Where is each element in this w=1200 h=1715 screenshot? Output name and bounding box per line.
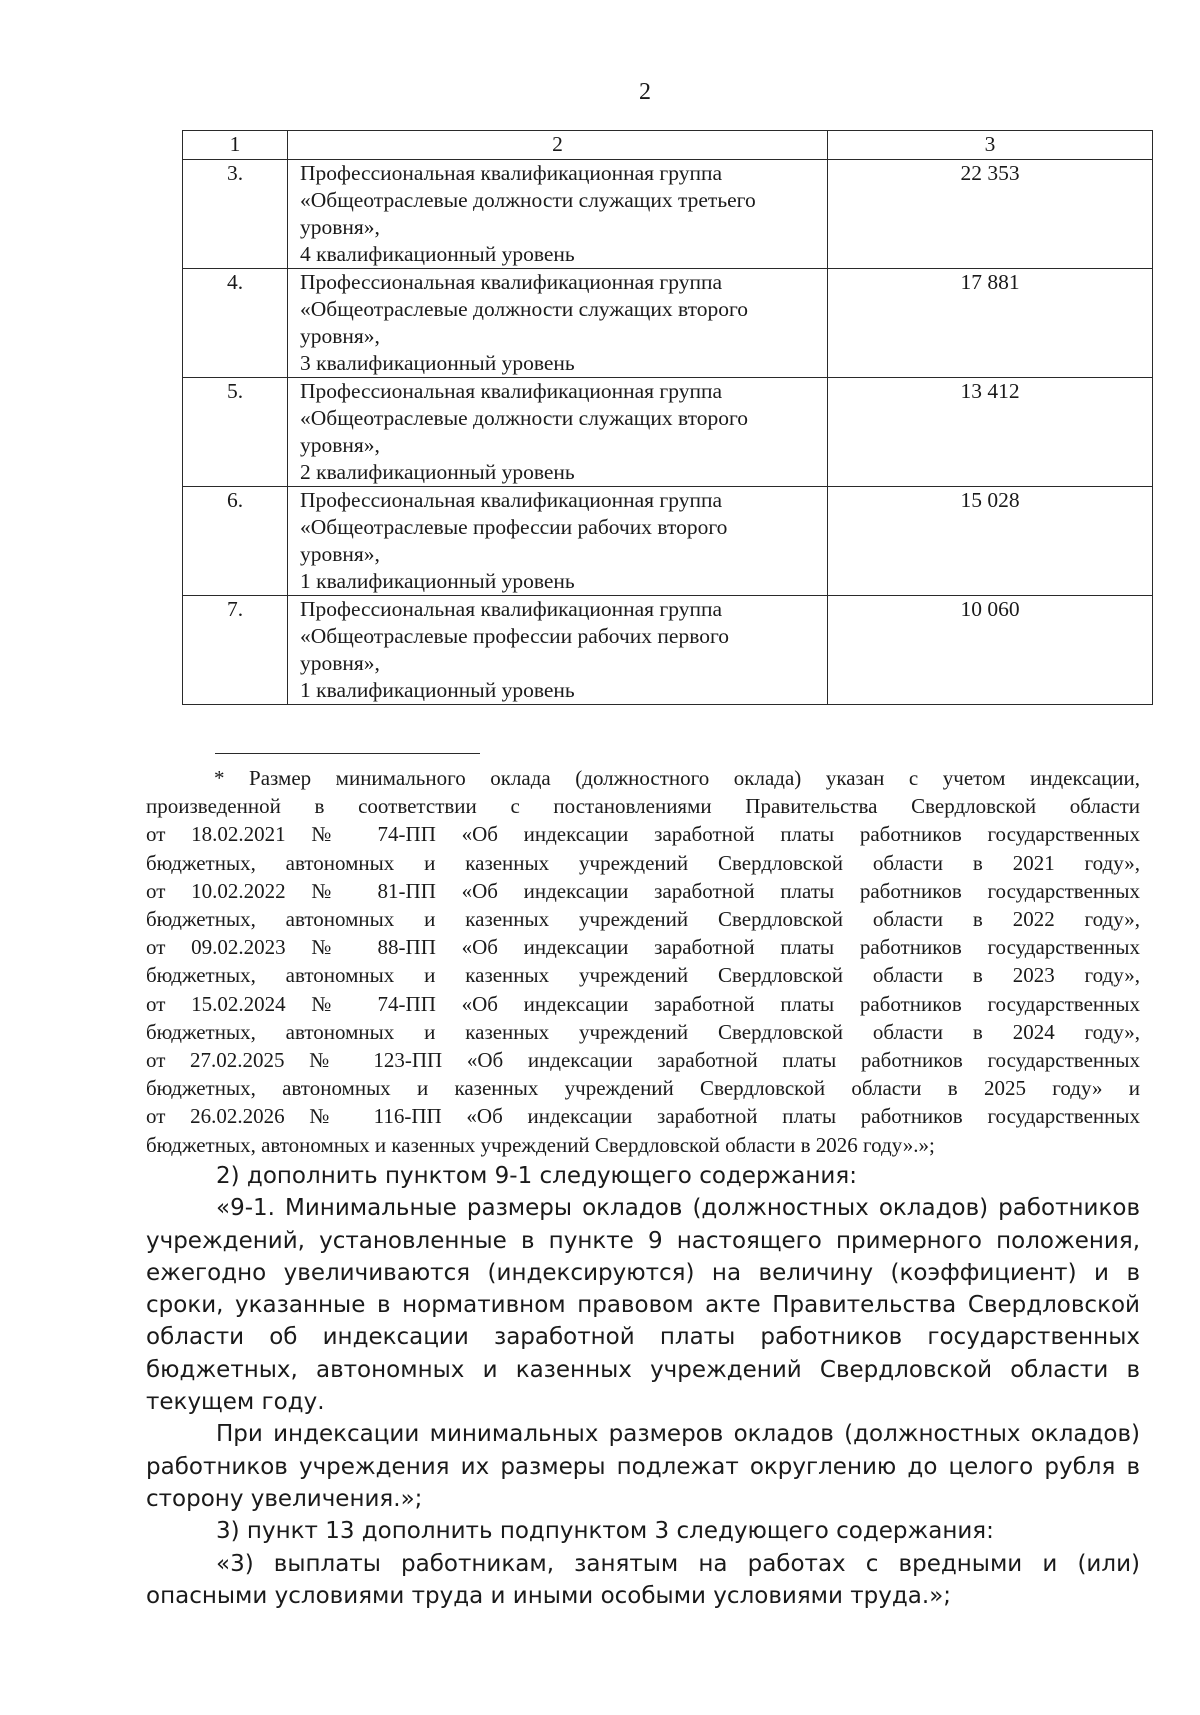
row-salary-value: 17 881 bbox=[828, 269, 1153, 378]
row-number: 4. bbox=[183, 269, 288, 378]
row-description bbox=[288, 487, 828, 596]
description-line: Профессиональная квалификационная группа bbox=[300, 379, 723, 403]
table-row bbox=[183, 269, 1153, 378]
footnote-line: от 18.02.2021 № 74-ПП «Об индексации заработной платы работников государственных bbox=[146, 822, 1140, 847]
paragraph: «9-1. Минимальные размеры окладов (должностных окладов) работников учреждений, установленные в пункте 9 настоящего примерного положения, ежегодно увеличиваются (индексируются) на величину (коэффициент) и в сроки, указанные в нормативном правовом акте Правительства Свердловской области об индексации заработной платы работников государственных бюджетных, автономных и казенных учреждений Свердловской области в текущем году. bbox=[146, 1195, 1140, 1416]
row-description bbox=[288, 378, 828, 487]
description-line: уровня», bbox=[300, 324, 380, 348]
description-line: уровня», bbox=[300, 215, 380, 239]
footnote-line: бюджетных, автономных и казенных учреждений Свердловской области в 2021 году», bbox=[146, 850, 1140, 875]
footnote-line: бюджетных, автономных и казенных учреждений Свердловской области в 2022 году», bbox=[146, 907, 1140, 932]
description-line: 1 квалификационный уровень bbox=[300, 569, 575, 593]
footnote-line: бюджетных, автономных и казенных учреждений Свердловской области в 2024 году», bbox=[146, 1019, 1140, 1044]
footnote-line: бюджетных, автономных и казенных учреждений Свердловской области в 2023 году», bbox=[146, 963, 1140, 988]
paragraph: 3) пункт 13 дополнить подпунктом 3 следующего содержания: bbox=[216, 1518, 994, 1545]
description-line: Профессиональная квалификационная группа bbox=[300, 488, 723, 512]
footnote-line: от 15.02.2024 № 74-ПП «Об индексации заработной платы работников государственных bbox=[146, 991, 1140, 1016]
footnote-divider bbox=[215, 753, 480, 754]
salary-table bbox=[182, 130, 1153, 705]
footnote bbox=[146, 764, 1140, 1159]
description-line: 3 квалификационный уровень bbox=[300, 351, 575, 375]
table-row bbox=[183, 378, 1153, 487]
row-number: 6. bbox=[183, 487, 288, 596]
row-number: 7. bbox=[183, 596, 288, 705]
description-line: 2 квалификационный уровень bbox=[300, 460, 575, 484]
description-line: «Общеотраслевые должности служащих второго bbox=[300, 297, 748, 321]
table-header-cell: 2 bbox=[288, 131, 828, 160]
description-line: 4 квалификационный уровень bbox=[300, 242, 575, 266]
footnote-line: бюджетных, автономных и казенных учреждений Свердловской области в 2026 году».»; bbox=[146, 1132, 935, 1157]
paragraph: «3) выплаты работникам, занятым на работах с вредными и (или) опасными условиями труда и иными особыми условиями труда.»; bbox=[146, 1550, 1140, 1609]
description-line: уровня», bbox=[300, 433, 380, 457]
row-number: 5. bbox=[183, 378, 288, 487]
table-header-cell: 3 bbox=[828, 131, 1153, 160]
footnote-line: от 27.02.2025 № 123-ПП «Об индексации заработной платы работников государственных bbox=[146, 1048, 1140, 1073]
row-description bbox=[288, 596, 828, 705]
description-line: Профессиональная квалификационная группа bbox=[300, 270, 723, 294]
row-number: 3. bbox=[183, 160, 288, 269]
table-header-row bbox=[183, 131, 1153, 160]
amendment-text bbox=[146, 1160, 1140, 1612]
description-line: «Общеотраслевые должности служащих второго bbox=[300, 406, 748, 430]
description-line: Профессиональная квалификационная группа bbox=[300, 597, 723, 621]
description-line: уровня», bbox=[300, 651, 380, 675]
description-line: «Общеотраслевые профессии рабочих первого bbox=[300, 624, 730, 648]
footnote-line: произведенной в соответствии с постановлениями Правительства Свердловской области bbox=[146, 794, 1140, 819]
footnote-line: бюджетных, автономных и казенных учреждений Свердловской области в 2025 году» и bbox=[146, 1076, 1140, 1101]
footnote-line: от 09.02.2023 № 88-ПП «Об индексации заработной платы работников государственных bbox=[146, 935, 1140, 960]
paragraph: 2) дополнить пунктом 9-1 следующего содержания: bbox=[216, 1163, 857, 1189]
row-salary-value: 15 028 bbox=[828, 487, 1153, 596]
table-header-cell: 1 bbox=[183, 131, 288, 160]
row-description bbox=[288, 269, 828, 378]
footnote-line: * Размер минимального оклада (должностного оклада) указан с учетом индексации, bbox=[214, 766, 1140, 790]
page-number: 2 bbox=[639, 79, 651, 105]
row-salary-value: 13 412 bbox=[828, 378, 1153, 487]
row-salary-value: 22 353 bbox=[828, 160, 1153, 269]
table-row bbox=[183, 160, 1153, 269]
footnote-line: от 26.02.2026 № 116-ПП «Об индексации заработной платы работников государственных bbox=[146, 1104, 1140, 1129]
footnote-line: от 10.02.2022 № 81-ПП «Об индексации заработной платы работников государственных bbox=[146, 878, 1140, 903]
description-line: Профессиональная квалификационная группа bbox=[300, 161, 723, 185]
description-line: уровня», bbox=[300, 542, 380, 566]
row-salary-value: 10 060 bbox=[828, 596, 1153, 705]
row-description bbox=[288, 160, 828, 269]
description-line: 1 квалификационный уровень bbox=[300, 678, 575, 702]
paragraph: При индексации минимальных размеров окладов (должностных окладов) работников учреждения их размеры подлежат округлению до целого рубля в сторону увеличения.»; bbox=[146, 1421, 1140, 1512]
table-row bbox=[183, 596, 1153, 705]
table-row bbox=[183, 487, 1153, 596]
description-line: «Общеотраслевые профессии рабочих второго bbox=[300, 515, 728, 539]
description-line: «Общеотраслевые должности служащих третьего bbox=[300, 188, 756, 212]
